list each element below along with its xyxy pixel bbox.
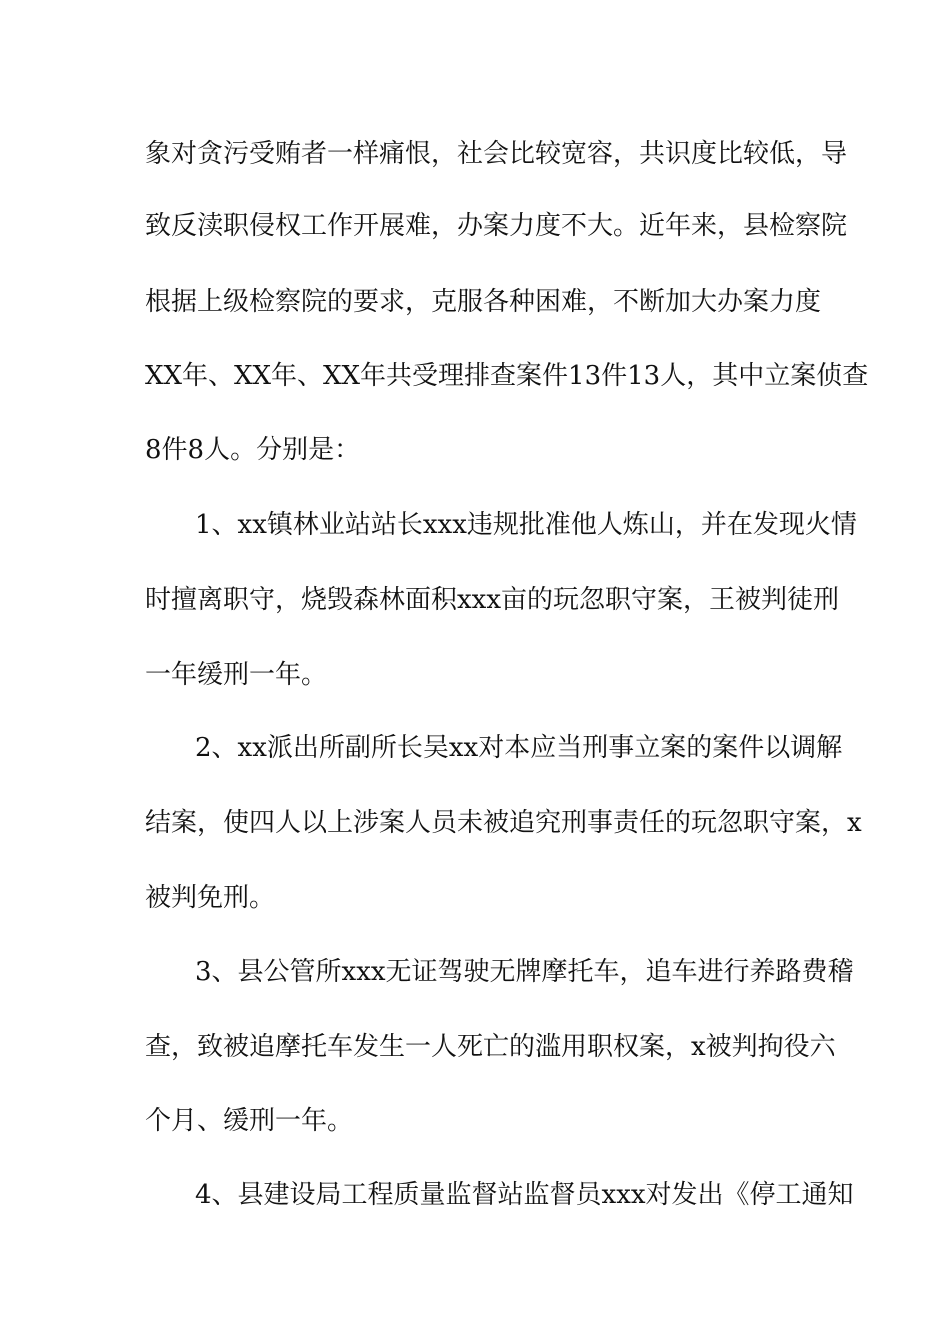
list-item-1-line: 1、xx镇林业站站长xxx违规批准他人炼山，并在发现火情: [195, 510, 857, 540]
text-line: 结案，使四人以上涉案人员未被追究刑事责任的玩忽职守案，x: [145, 808, 862, 838]
text-line: 时擅离职守，烧毁森林面积xxx亩的玩忽职守案，王被判徒刑: [145, 585, 839, 615]
text-line: 8件8人。分别是：: [145, 435, 361, 465]
text-line: 个月、缓刑一年。: [145, 1106, 354, 1136]
list-item-4-line: 4、县建设局工程质量监督站监督员xxx对发出《停工通知: [195, 1180, 854, 1210]
list-item-2-line: 2、xx派出所副所长吴xx对本应当刑事立案的案件以调解: [195, 733, 843, 763]
text-line: 一年缓刑一年。: [145, 660, 328, 690]
text-line: 根据上级检察院的要求，克服各种困难，不断加大办案力度: [145, 287, 822, 317]
list-item-3-line: 3、县公管所xxx无证驾驶无牌摩托车，追车进行养路费稽: [195, 957, 854, 987]
text-line: 致反渎职侵权工作开展难，办案力度不大。近年来，县检察院: [145, 211, 848, 241]
text-line: 被判免刑。: [145, 883, 276, 913]
text-line: 象对贪污受贿者一样痛恨，社会比较宽容，共识度比较低，导: [145, 139, 848, 169]
text-line: 查，致被追摩托车发生一人死亡的滥用职权案，x被判拘役六: [145, 1032, 836, 1062]
text-line: XX年、XX年、XX年共受理排查案件13件13人，其中立案侦查: [145, 361, 869, 391]
